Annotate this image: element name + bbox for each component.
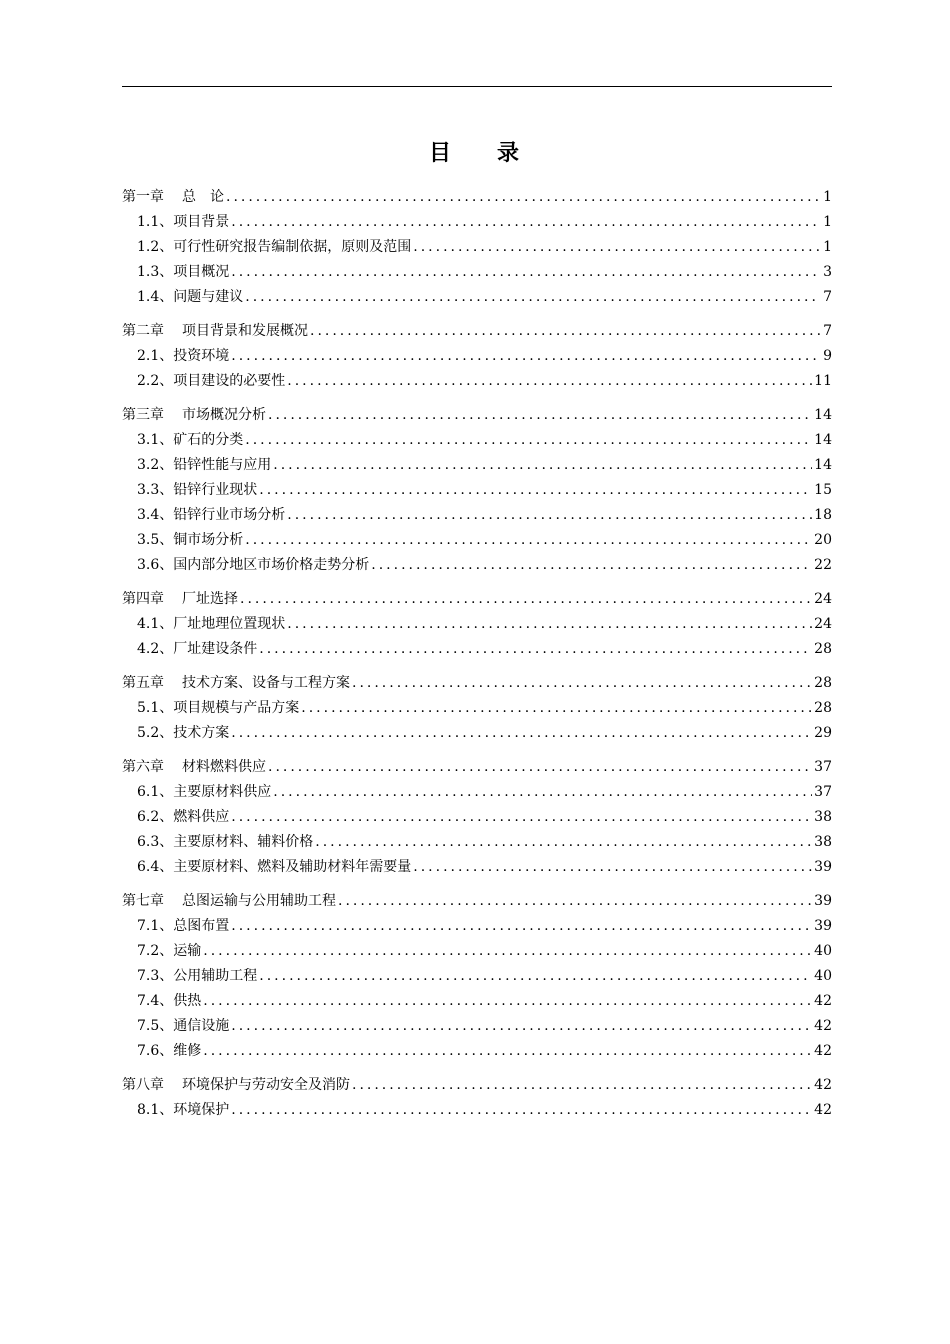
toc-entry-label (137, 1014, 229, 1039)
toc-section-entry[interactable] (122, 964, 832, 989)
toc-entry-label (137, 369, 285, 394)
toc-section-entry[interactable] (122, 914, 832, 939)
toc-entry-number: 第八章 (122, 1077, 164, 1093)
toc-entry-number: 3.3、 (137, 482, 174, 498)
toc-page-number: 40 (814, 943, 832, 959)
toc-page-number: 15 (814, 482, 832, 498)
toc-page-number: 1 (823, 214, 832, 230)
toc-entry-number: 7.1、 (137, 918, 174, 934)
toc-leader-dots (231, 721, 812, 746)
toc-entry-number: 第二章 (122, 323, 164, 339)
toc-page-number: 39 (814, 893, 832, 909)
toc-chapter-entry[interactable] (122, 319, 832, 344)
toc-leader-dots (245, 285, 820, 310)
toc-entry-label (137, 528, 243, 553)
toc-section-entry[interactable] (122, 503, 832, 528)
toc-section-entry[interactable] (122, 637, 832, 662)
toc-entry-label (137, 553, 369, 578)
toc-leader-dots (231, 914, 812, 939)
toc-page-number: 42 (814, 1018, 832, 1034)
toc-entry-title: 铅锌行业现状 (173, 482, 258, 498)
toc-entry-title: 铜市场分析 (173, 532, 244, 548)
toc-entry-title: 环境保护与劳动安全及消防 (182, 1077, 350, 1093)
toc-entry-number: 4.1、 (137, 616, 174, 632)
toc-section-entry[interactable] (122, 721, 832, 746)
table-of-contents (122, 185, 832, 1123)
toc-entry-title: 总图运输与公用辅助工程 (182, 893, 336, 909)
toc-leader-dots (259, 637, 812, 662)
toc-leader-dots (352, 671, 812, 696)
toc-entry-title: 运输 (173, 943, 202, 959)
toc-entry-title: 总 论 (182, 189, 224, 205)
toc-entry-number: 5.2、 (137, 725, 174, 741)
toc-leader-dots (245, 428, 812, 453)
toc-entry-label (137, 780, 271, 805)
toc-page-number: 3 (823, 264, 832, 280)
toc-entry-number: 1.3、 (137, 264, 174, 280)
toc-entry-label (137, 235, 411, 260)
toc-entry-number: 第四章 (122, 591, 164, 607)
toc-entry-label (137, 453, 271, 478)
toc-page-number: 14 (814, 457, 832, 473)
toc-entry-number: 第六章 (122, 759, 164, 775)
toc-entry-number: 6.4、 (137, 859, 174, 875)
toc-leader-dots (231, 805, 812, 830)
toc-leader-dots (413, 235, 820, 260)
toc-leader-dots (231, 1098, 812, 1123)
toc-page-number: 29 (814, 725, 832, 741)
toc-entry-label (137, 721, 229, 746)
toc-entry-title: 技术方案 (173, 725, 230, 741)
toc-entry-title: 供热 (173, 993, 202, 1009)
toc-entry-label (137, 855, 411, 880)
toc-section-entry[interactable] (122, 553, 832, 578)
toc-page-number: 18 (814, 507, 832, 523)
toc-leader-dots (231, 260, 820, 285)
toc-entry-label (137, 1098, 229, 1123)
toc-section-entry[interactable] (122, 989, 832, 1014)
toc-entry-title: 主要原材料、辅料价格 (173, 834, 314, 850)
toc-entry-title: 环境保护 (173, 1102, 230, 1118)
toc-chapter-entry[interactable] (122, 403, 832, 428)
toc-section-entry[interactable] (122, 478, 832, 503)
toc-section-entry[interactable] (122, 612, 832, 637)
toc-section-entry[interactable] (122, 453, 832, 478)
toc-section-entry[interactable] (122, 1014, 832, 1039)
toc-page-number: 7 (823, 323, 832, 339)
toc-entry-number: 8.1、 (137, 1102, 174, 1118)
toc-leader-dots (273, 780, 812, 805)
toc-entry-number: 7.6、 (137, 1043, 174, 1059)
toc-leader-dots (273, 453, 812, 478)
toc-leader-dots (203, 1039, 812, 1064)
toc-section-entry[interactable] (122, 830, 832, 855)
toc-chapter-entry[interactable] (122, 1073, 832, 1098)
toc-leader-dots (259, 964, 812, 989)
toc-entry-number: 7.4、 (137, 993, 174, 1009)
toc-section-entry[interactable] (122, 285, 832, 310)
toc-entry-number: 6.1、 (137, 784, 174, 800)
toc-page-number: 28 (814, 641, 832, 657)
toc-entry-number: 5.1、 (137, 700, 174, 716)
toc-entry-number: 2.2、 (137, 373, 174, 389)
toc-entry-number: 4.2、 (137, 641, 174, 657)
toc-entry-title: 项目建设的必要性 (173, 373, 286, 389)
toc-section-entry[interactable] (122, 210, 832, 235)
toc-section-entry[interactable] (122, 235, 832, 260)
toc-leader-dots (203, 989, 812, 1014)
toc-section-entry[interactable] (122, 780, 832, 805)
toc-entry-title: 矿石的分类 (173, 432, 244, 448)
toc-entry-title: 厂址选择 (182, 591, 238, 607)
toc-entry-label (137, 830, 313, 855)
toc-entry-title: 材料燃料供应 (182, 759, 266, 775)
toc-entry-title: 公用辅助工程 (173, 968, 258, 984)
toc-entry-number: 3.5、 (137, 532, 174, 548)
toc-section-entry[interactable] (122, 855, 832, 880)
toc-leader-dots (240, 587, 812, 612)
toc-entry-label (122, 587, 238, 612)
toc-entry-title: 市场概况分析 (182, 407, 266, 423)
toc-section-entry[interactable] (122, 1098, 832, 1123)
toc-title-char-1: 目 (428, 140, 453, 166)
toc-entry-number: 3.6、 (137, 557, 174, 573)
toc-entry-label (122, 185, 224, 210)
toc-section-entry[interactable] (122, 260, 832, 285)
toc-entry-label (122, 671, 350, 696)
toc-leader-dots (231, 210, 820, 235)
toc-page-number: 40 (814, 968, 832, 984)
toc-page-number: 42 (814, 1077, 832, 1093)
toc-entry-number: 第三章 (122, 407, 164, 423)
toc-entry-number: 7.5、 (137, 1018, 174, 1034)
toc-page-number: 38 (814, 809, 832, 825)
toc-section-entry[interactable] (122, 805, 832, 830)
toc-entry-label (137, 989, 201, 1014)
toc-entry-title: 项目背景 (173, 214, 230, 230)
toc-leader-dots (287, 369, 812, 394)
toc-leader-dots (245, 528, 812, 553)
toc-section-entry[interactable] (122, 696, 832, 721)
toc-entry-title: 项目规模与产品方案 (173, 700, 300, 716)
toc-entry-title: 技术方案、设备与工程方案 (182, 675, 350, 691)
toc-section-entry[interactable] (122, 344, 832, 369)
toc-entry-number: 7.3、 (137, 968, 174, 984)
toc-page-number: 39 (814, 859, 832, 875)
toc-entry-number: 3.1、 (137, 432, 174, 448)
toc-entry-label (137, 428, 243, 453)
toc-page-number: 42 (814, 993, 832, 1009)
toc-entry-label (137, 285, 243, 310)
toc-entry-label (122, 403, 266, 428)
toc-page-number: 7 (823, 289, 832, 305)
toc-chapter-entry[interactable] (122, 587, 832, 612)
toc-page-number: 37 (814, 784, 832, 800)
toc-page-number: 39 (814, 918, 832, 934)
toc-entry-title: 燃料供应 (173, 809, 230, 825)
toc-chapter-entry[interactable] (122, 185, 832, 210)
toc-entry-title: 项目概况 (173, 264, 230, 280)
toc-leader-dots (287, 612, 812, 637)
toc-section-entry[interactable] (122, 428, 832, 453)
toc-chapter-entry[interactable] (122, 755, 832, 780)
toc-page-number: 22 (814, 557, 832, 573)
toc-entry-label (137, 637, 257, 662)
toc-entry-label (137, 914, 229, 939)
toc-entry-number: 6.2、 (137, 809, 174, 825)
toc-page-number: 1 (823, 189, 832, 205)
toc-entry-label (137, 260, 229, 285)
toc-chapter-entry[interactable] (122, 889, 832, 914)
toc-entry-label (137, 964, 257, 989)
toc-entry-label (137, 939, 201, 964)
toc-leader-dots (268, 755, 812, 780)
toc-leader-dots (413, 855, 812, 880)
toc-entry-label (137, 805, 229, 830)
toc-entry-number: 第一章 (122, 189, 164, 205)
toc-page-number: 24 (814, 591, 832, 607)
toc-entry-label (137, 210, 229, 235)
toc-entry-number: 第七章 (122, 893, 164, 909)
toc-entry-number: 1.2、 (137, 239, 174, 255)
toc-entry-number: 第五章 (122, 675, 164, 691)
toc-entry-number: 2.1、 (137, 348, 174, 364)
toc-leader-dots (352, 1073, 812, 1098)
toc-page-number: 20 (814, 532, 832, 548)
toc-entry-title: 主要原材料供应 (173, 784, 272, 800)
toc-entry-number: 7.2、 (137, 943, 174, 959)
toc-section-entry[interactable] (122, 528, 832, 553)
toc-entry-label (137, 344, 229, 369)
toc-entry-title: 铅锌行业市场分析 (173, 507, 286, 523)
toc-entry-title: 维修 (173, 1043, 202, 1059)
header-rule (122, 86, 832, 87)
toc-section-entry[interactable] (122, 1039, 832, 1064)
toc-entry-label (122, 889, 336, 914)
toc-entry-number: 3.2、 (137, 457, 174, 473)
toc-entry-label (122, 755, 266, 780)
toc-leader-dots (310, 319, 820, 344)
toc-entry-title: 国内部分地区市场价格走势分析 (173, 557, 370, 573)
toc-section-entry[interactable] (122, 369, 832, 394)
toc-entry-label (137, 612, 285, 637)
toc-entry-title: 通信设施 (173, 1018, 230, 1034)
toc-section-entry[interactable] (122, 939, 832, 964)
toc-title-char-2: 录 (497, 140, 522, 166)
toc-leader-dots (226, 185, 820, 210)
toc-entry-title: 问题与建议 (173, 289, 244, 305)
toc-entry-label (137, 503, 285, 528)
toc-entry-label (137, 1039, 201, 1064)
toc-entry-number: 1.4、 (137, 289, 174, 305)
toc-entry-number: 6.3、 (137, 834, 174, 850)
toc-page-number: 28 (814, 700, 832, 716)
toc-entry-title: 投资环境 (173, 348, 230, 364)
toc-leader-dots (338, 889, 812, 914)
toc-entry-label (137, 696, 299, 721)
toc-leader-dots (231, 344, 820, 369)
toc-chapter-entry[interactable] (122, 671, 832, 696)
toc-page-number: 14 (814, 407, 832, 423)
toc-entry-label (122, 319, 308, 344)
toc-leader-dots (231, 1014, 812, 1039)
toc-leader-dots (371, 553, 812, 578)
toc-leader-dots (268, 403, 812, 428)
toc-entry-title: 可行性研究报告编制依据，原则及范围 (173, 239, 412, 255)
toc-entry-title: 铅锌性能与应用 (173, 457, 272, 473)
toc-entry-label (137, 478, 257, 503)
toc-entry-title: 总图布置 (173, 918, 230, 934)
toc-page-number: 37 (814, 759, 832, 775)
toc-entry-number: 1.1、 (137, 214, 174, 230)
toc-leader-dots (203, 939, 812, 964)
toc-page-number: 9 (823, 348, 832, 364)
toc-page-number: 24 (814, 616, 832, 632)
toc-title (0, 136, 950, 167)
toc-leader-dots (259, 478, 812, 503)
toc-page-number: 28 (814, 675, 832, 691)
toc-page-number: 38 (814, 834, 832, 850)
toc-page-number: 42 (814, 1102, 832, 1118)
toc-entry-title: 厂址建设条件 (173, 641, 258, 657)
toc-leader-dots (315, 830, 812, 855)
toc-entry-title: 项目背景和发展概况 (182, 323, 308, 339)
toc-leader-dots (287, 503, 812, 528)
toc-page-number: 11 (814, 373, 832, 389)
toc-entry-label (122, 1073, 350, 1098)
toc-entry-title: 厂址地理位置现状 (173, 616, 286, 632)
toc-entry-number: 3.4、 (137, 507, 174, 523)
toc-leader-dots (301, 696, 812, 721)
toc-page-number: 42 (814, 1043, 832, 1059)
toc-entry-title: 主要原材料、燃料及辅助材料年需要量 (173, 859, 412, 875)
toc-page-number: 1 (823, 239, 832, 255)
toc-page-number: 14 (814, 432, 832, 448)
